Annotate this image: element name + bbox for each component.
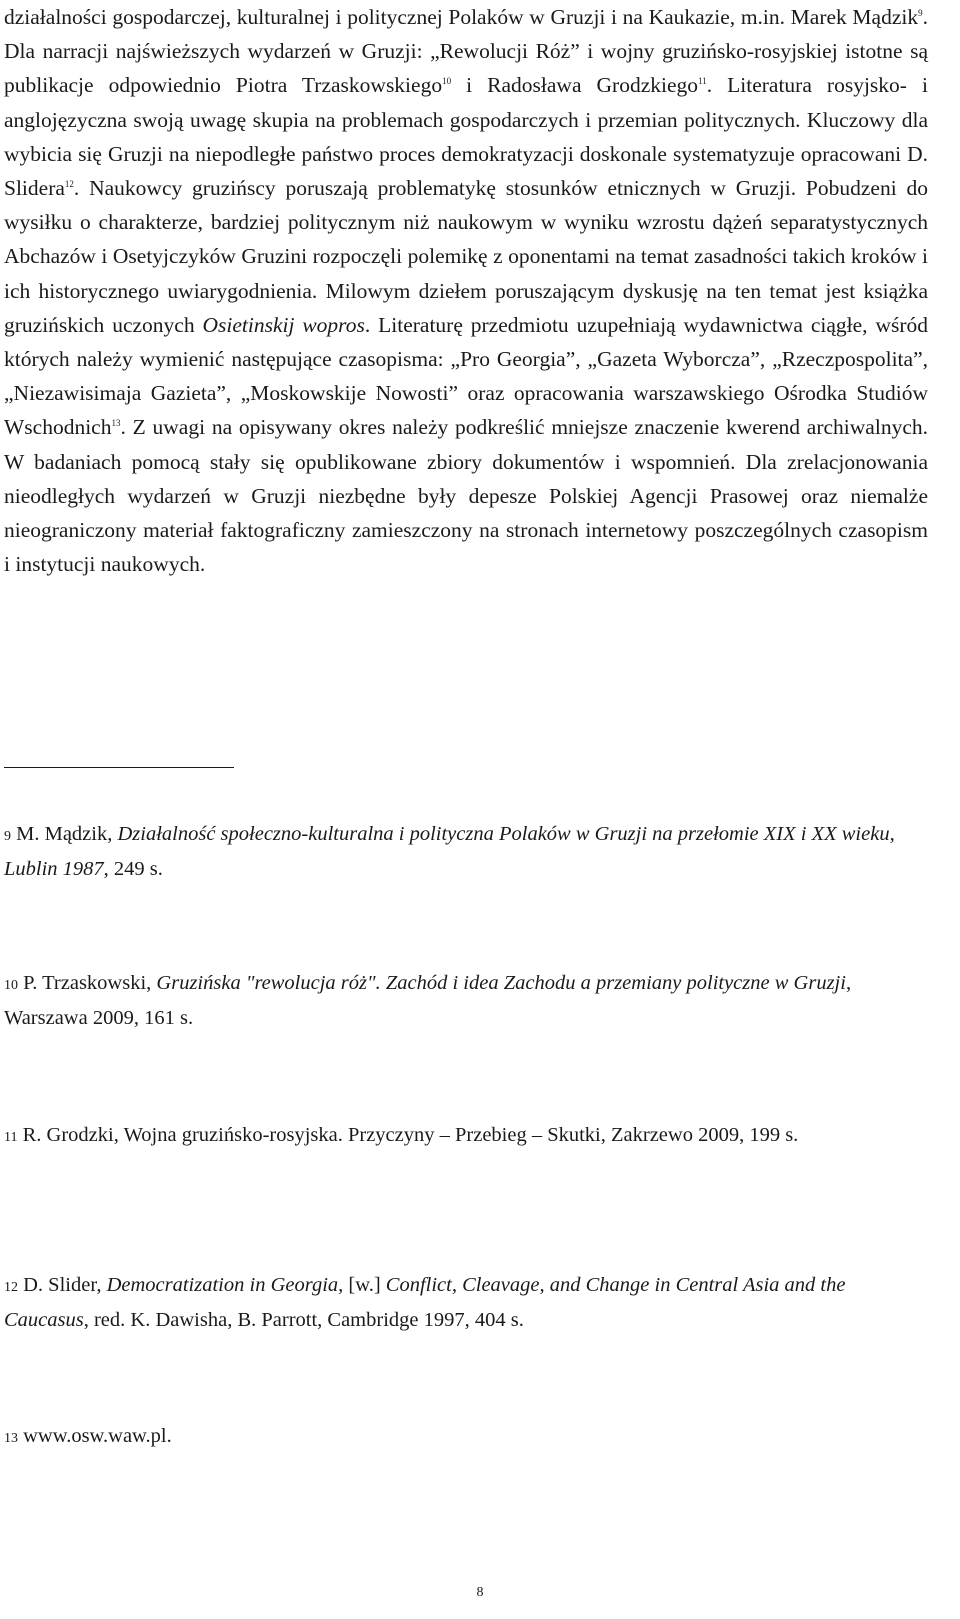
footnote-separator xyxy=(4,767,234,768)
footnote-12 xyxy=(4,1269,928,1336)
footnote-number: 13 xyxy=(4,1431,18,1446)
footnote-text: , Warszawa 2009, 161 s. xyxy=(4,972,852,1029)
footnote-9 xyxy=(4,818,928,885)
text-run: . Literaturę przedmiotu uzupełniają wydawnictwa ciągłe, wśród których należy wymienić następujące czasopisma: „Pro Georgia”, „Gazeta Wyborcza”, „Rzeczpospolita”, „Niezawisimaja Gazieta”, „Moskowskije Nowosti” oraz opracowania warszawskiego Ośrodka Studiów Wschodnich xyxy=(4,312,928,440)
footnote-title: Działalność społeczno-kulturalna i polityczna Polaków w Gruzji na przełomie XIX i XX wieku, Lublin 1987 xyxy=(4,823,895,880)
footnote-text: P. Trzaskowski, xyxy=(18,972,157,994)
text-run: działalności gospodarczej, kulturalnej i politycznej Polaków w Gruzji i na Kaukazie, m.in. Marek Mądzik xyxy=(4,5,919,29)
text-run: . Z uwagi na opisywany okres należy podkreślić mniejsze znaczenie kwerend archiwalnych. W badaniach pomocą stały się opublikowane zbiory dokumentów i wspomnień. Dla zrelacjonowania nieodległych wydarzeń w Gruzji niezbędne były depesze Polskiej Agencji Prasowej oraz niemalże nieograniczony materiał faktograficzny zamieszczony na stronach internetowy poszczególnych czasopism i instytucji naukowych. xyxy=(4,415,928,577)
footnote-ref-13[interactable]: 13 xyxy=(111,418,121,429)
footnote-title: Gruzińska "rewolucja róż". Zachód i idea Zachodu a przemiany polityczne w Gruzji xyxy=(156,972,846,994)
footnote-text: , [w.] xyxy=(338,1274,386,1296)
text-run: . Naukowcy gruzińscy poruszają problematykę stosunków etnicznych w Gruzji. Pobudzeni do wysiłku o charakterze, bardziej politycznym niż naukowym w wyniku wzrostu dążeń separatystycznych Abchazów i Osetyjczyków Gruzini rozpoczęli polemikę z oponentami na temat zasadności takich kroków i ich historycznego uwiarygodnienia. Milowym dziełem poruszającym dyskusję na ten temat jest książka gruzińskich uczonych xyxy=(4,176,928,337)
footnote-title: Conflict, Cleavage, and Change in Central Asia and the Caucasus xyxy=(4,1274,846,1331)
footnote-text[interactable]: www.osw.waw.pl. xyxy=(18,1425,172,1447)
footnote-text: , 249 s. xyxy=(103,858,163,880)
book-title: Osietinskij wopros xyxy=(202,312,365,337)
footnote-number: 11 xyxy=(4,1130,18,1145)
footnote-10 xyxy=(4,967,928,1034)
footnote-text: M. Mądzik, xyxy=(11,823,118,845)
footnote-text: D. Slider, xyxy=(18,1274,107,1296)
text-run: i Radosława Grodzkiego xyxy=(451,73,699,98)
footnote-ref-11[interactable]: 11 xyxy=(698,76,707,87)
footnote-number: 10 xyxy=(4,978,18,993)
footnote-text: R. Grodzki, Wojna gruzińsko-rosyjska. Przyczyny – Przebieg – Skutki, Zakrzewo 2009, 199 s. xyxy=(17,1124,799,1146)
footnote-ref-9[interactable]: 9 xyxy=(918,8,923,18)
footnote-number: 9 xyxy=(4,829,11,844)
page-number: 8 xyxy=(476,1585,484,1600)
footnote-ref-12[interactable]: 12 xyxy=(64,179,74,190)
body-paragraph xyxy=(4,0,928,581)
footnote-number: 12 xyxy=(4,1280,18,1295)
footnote-title: Democratization in Georgia xyxy=(106,1274,339,1296)
footnote-text: , red. K. Dawisha, B. Parrott, Cambridge 1997, 404 s. xyxy=(83,1309,524,1331)
footnote-13 xyxy=(4,1420,928,1455)
footnote-11 xyxy=(4,1119,928,1154)
text-run: . Literatura rosyjsko- i anglojęzyczna swoją uwagę skupia na problemach gospodarczych i przemian politycznych. Kluczowy dla wybicia się Gruzji na niepodległe państwo proces demokratyzacji doskonale systematyzuje opracowani D. Slidera xyxy=(4,73,928,201)
footnote-ref-10[interactable]: 10 xyxy=(442,76,452,87)
text-run: . Dla narracji najświeższych wydarzeń w Gruzji: „Rewolucji Róż” i wojny gruzińsko-rosyjskiej istotne są publikacje odpowiednio Piotra Trzaskowskiego xyxy=(4,5,928,98)
